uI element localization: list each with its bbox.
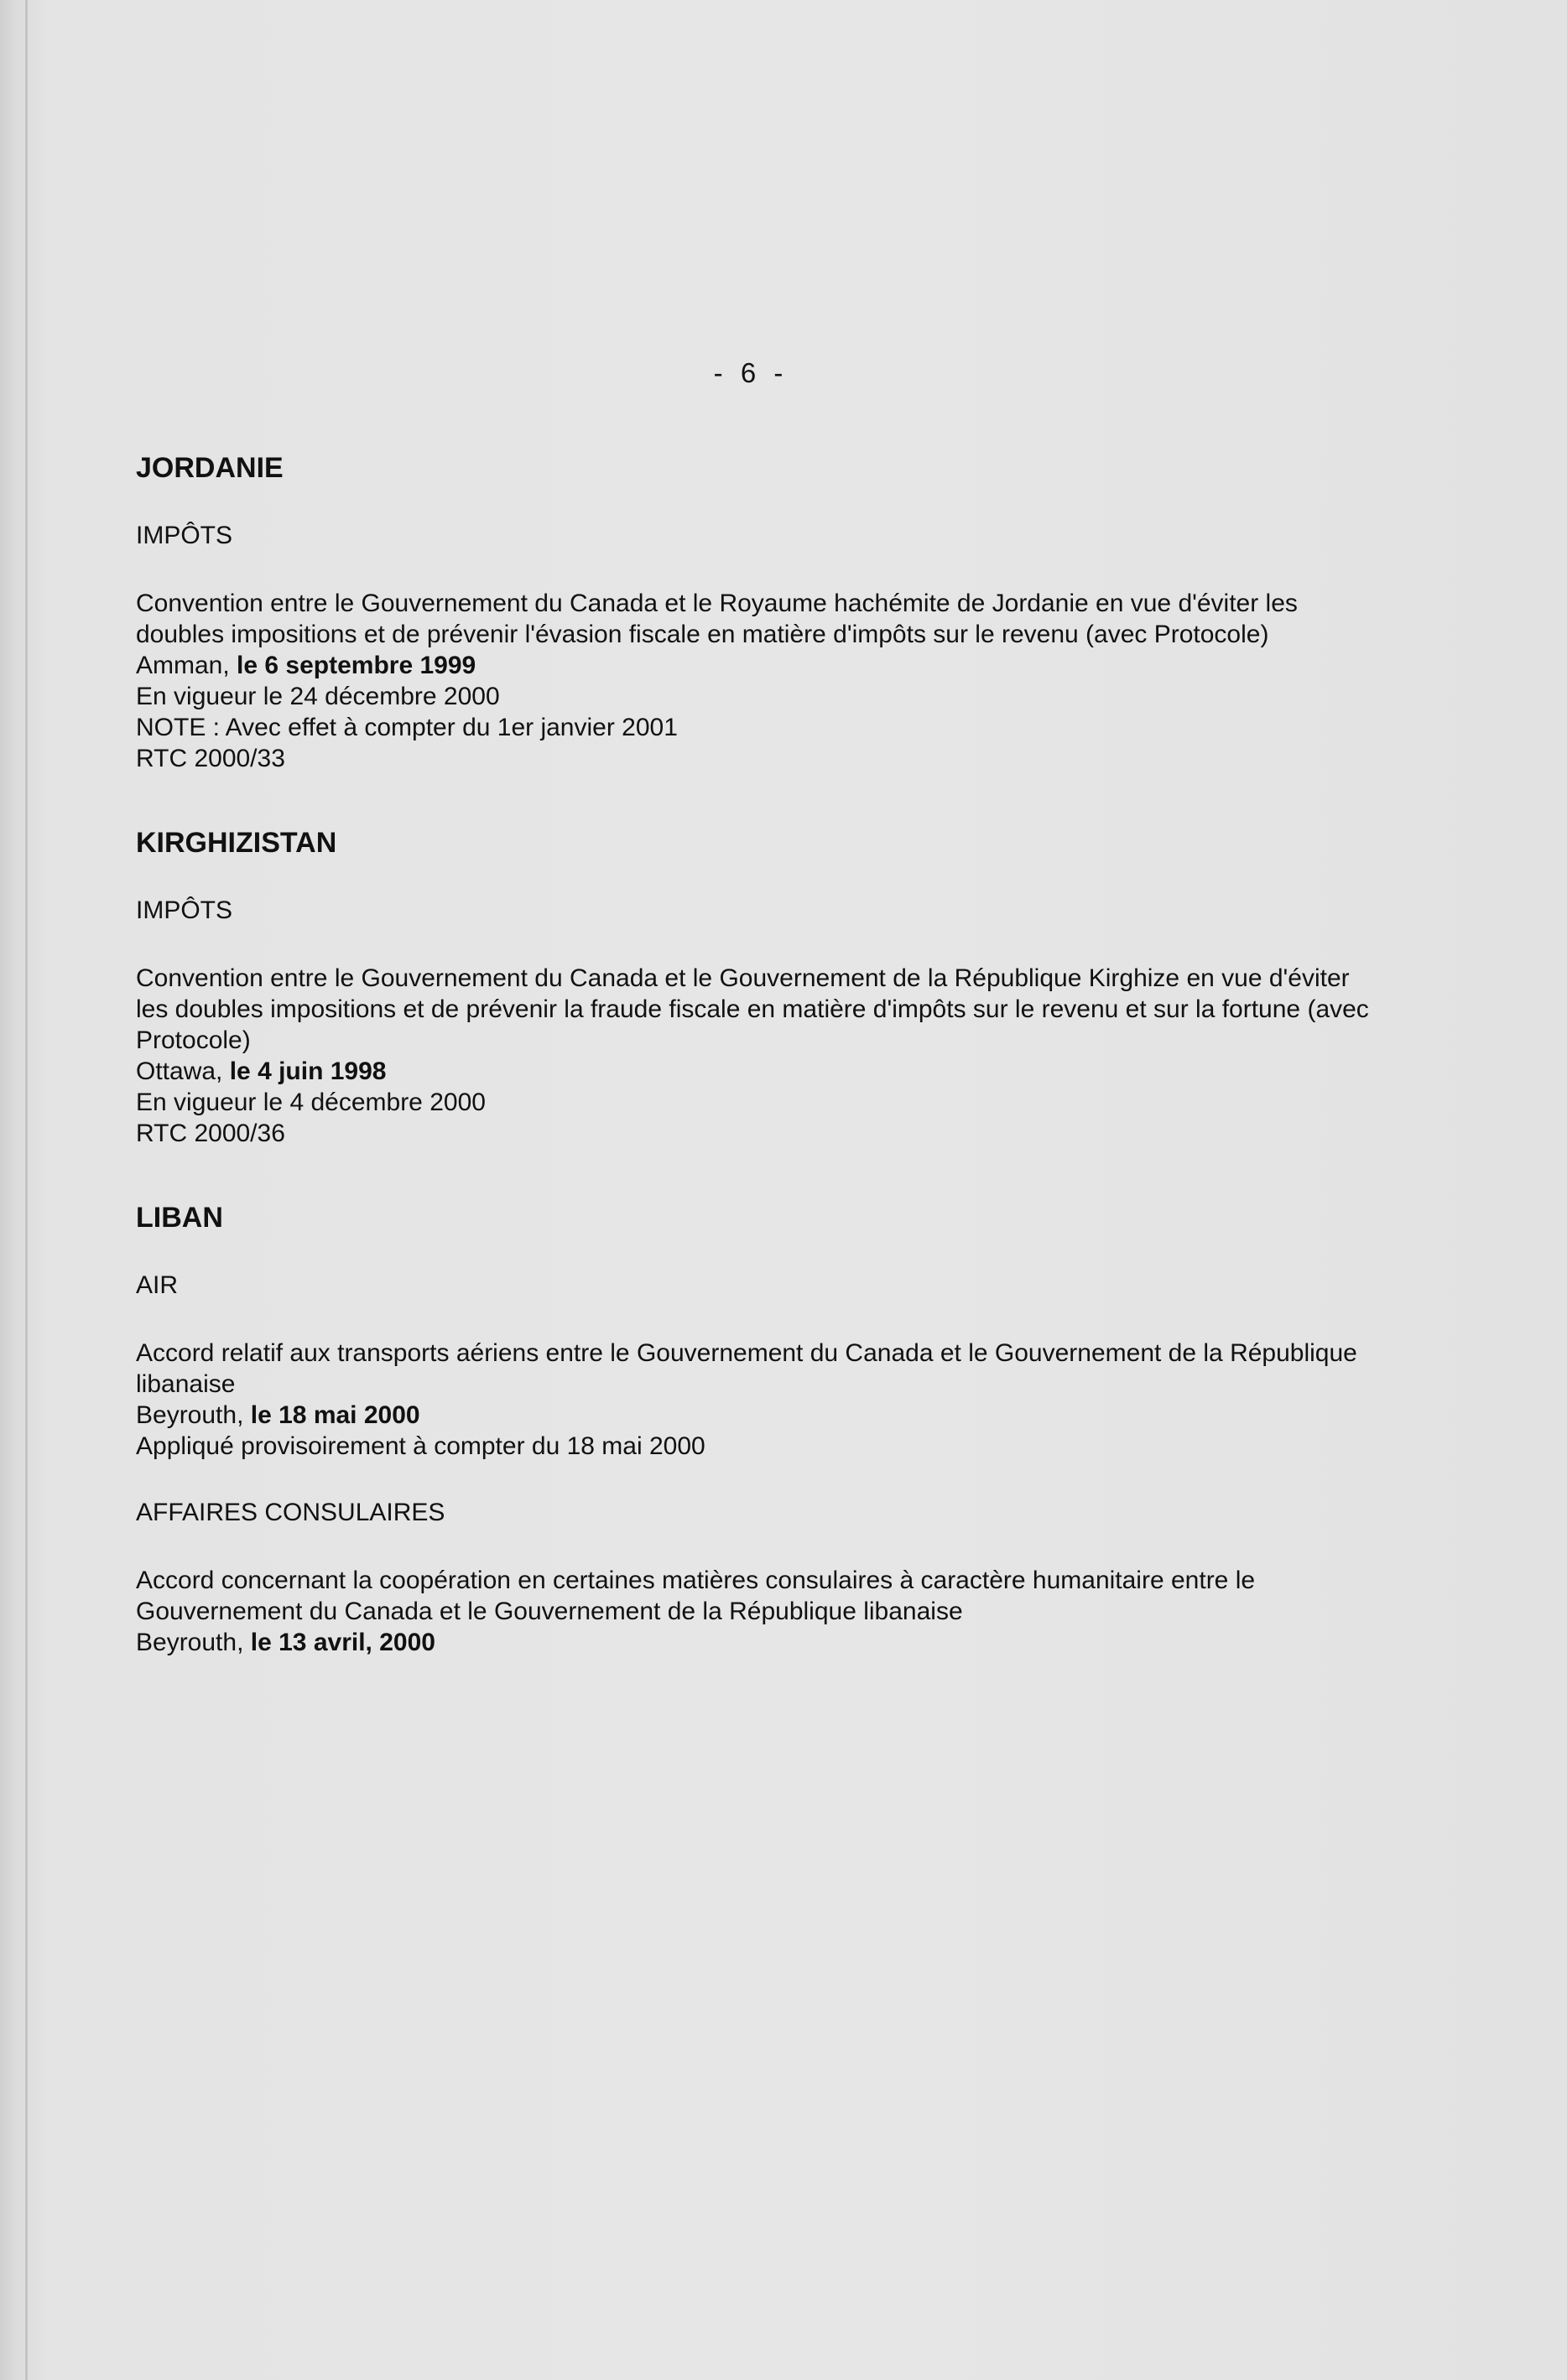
category-label: IMPÔTS — [136, 522, 233, 549]
country-heading: JORDANIE — [136, 452, 284, 484]
treaty-detail-line: RTC 2000/36 — [136, 1120, 285, 1147]
treaty-list — [136, 451, 1377, 1658]
treaty-signing — [136, 1400, 1377, 1431]
treaty-signing — [136, 650, 1377, 681]
signing-place: Ottawa, — [136, 1057, 223, 1085]
treaty-detail-line: NOTE : Avec effet à compter du 1er janvier 2001 — [136, 714, 678, 741]
treaty-signing — [136, 1627, 1377, 1658]
treaty-entry — [136, 1338, 1377, 1462]
treaty-entry — [136, 1565, 1377, 1658]
country-section-jordanie — [136, 451, 1377, 774]
country-section-liban — [136, 1201, 1377, 1658]
signing-date: le 4 juin 1998 — [229, 1057, 387, 1085]
treaty-title: Convention entre le Gouvernement du Canada et le Royaume hachémite de Jordanie en vue d'éviter les doubles impositions et de prévenir l'évasion fiscale en matière d'impôts sur le revenu (avec Protocole) — [136, 590, 1298, 648]
signing-place: Amman, — [136, 652, 230, 679]
treaty-detail-line: RTC 2000/33 — [136, 745, 285, 772]
category-label: AFFAIRES CONSULAIRES — [136, 1499, 445, 1526]
treaty-signing — [136, 1056, 1377, 1087]
treaty-title: Accord concernant la coopération en certaines matières consulaires à caractère humanitaire entre le Gouvernement du Canada et le Gouvernement de la République libanaise — [136, 1567, 1256, 1625]
treaty-detail-line: En vigueur le 4 décembre 2000 — [136, 1089, 486, 1116]
signing-date: le 6 septembre 1999 — [237, 652, 476, 679]
treaty-detail-line: Appliqué provisoirement à compter du 18 mai 2000 — [136, 1432, 705, 1460]
signing-place: Beyrouth, — [136, 1401, 244, 1429]
category-label: IMPÔTS — [136, 896, 233, 924]
country-heading: KIRGHIZISTAN — [136, 827, 337, 859]
treaty-entry — [136, 963, 1377, 1149]
treaty-detail-line: En vigueur le 24 décembre 2000 — [136, 683, 500, 710]
signing-date: le 18 mai 2000 — [250, 1401, 420, 1429]
country-section-kirghizistan — [136, 826, 1377, 1149]
page-number: - 6 - — [713, 357, 789, 388]
category-label: AIR — [136, 1271, 179, 1299]
treaty-title: Accord relatif aux transports aériens entre le Gouvernement du Canada et le Gouvernement de la République libanaise — [136, 1339, 1357, 1398]
signing-date: le 13 avril, 2000 — [250, 1629, 435, 1656]
treaty-title: Convention entre le Gouvernement du Canada et le Gouvernement de la République Kirghize en vue d'éviter les doubles impositions et de prévenir la fraude fiscale en matière d'impôts sur le revenu et sur la fortune (avec Protocole) — [136, 964, 1369, 1054]
treaty-entry — [136, 588, 1377, 774]
signing-place: Beyrouth, — [136, 1629, 244, 1656]
country-heading: LIBAN — [136, 1202, 223, 1234]
